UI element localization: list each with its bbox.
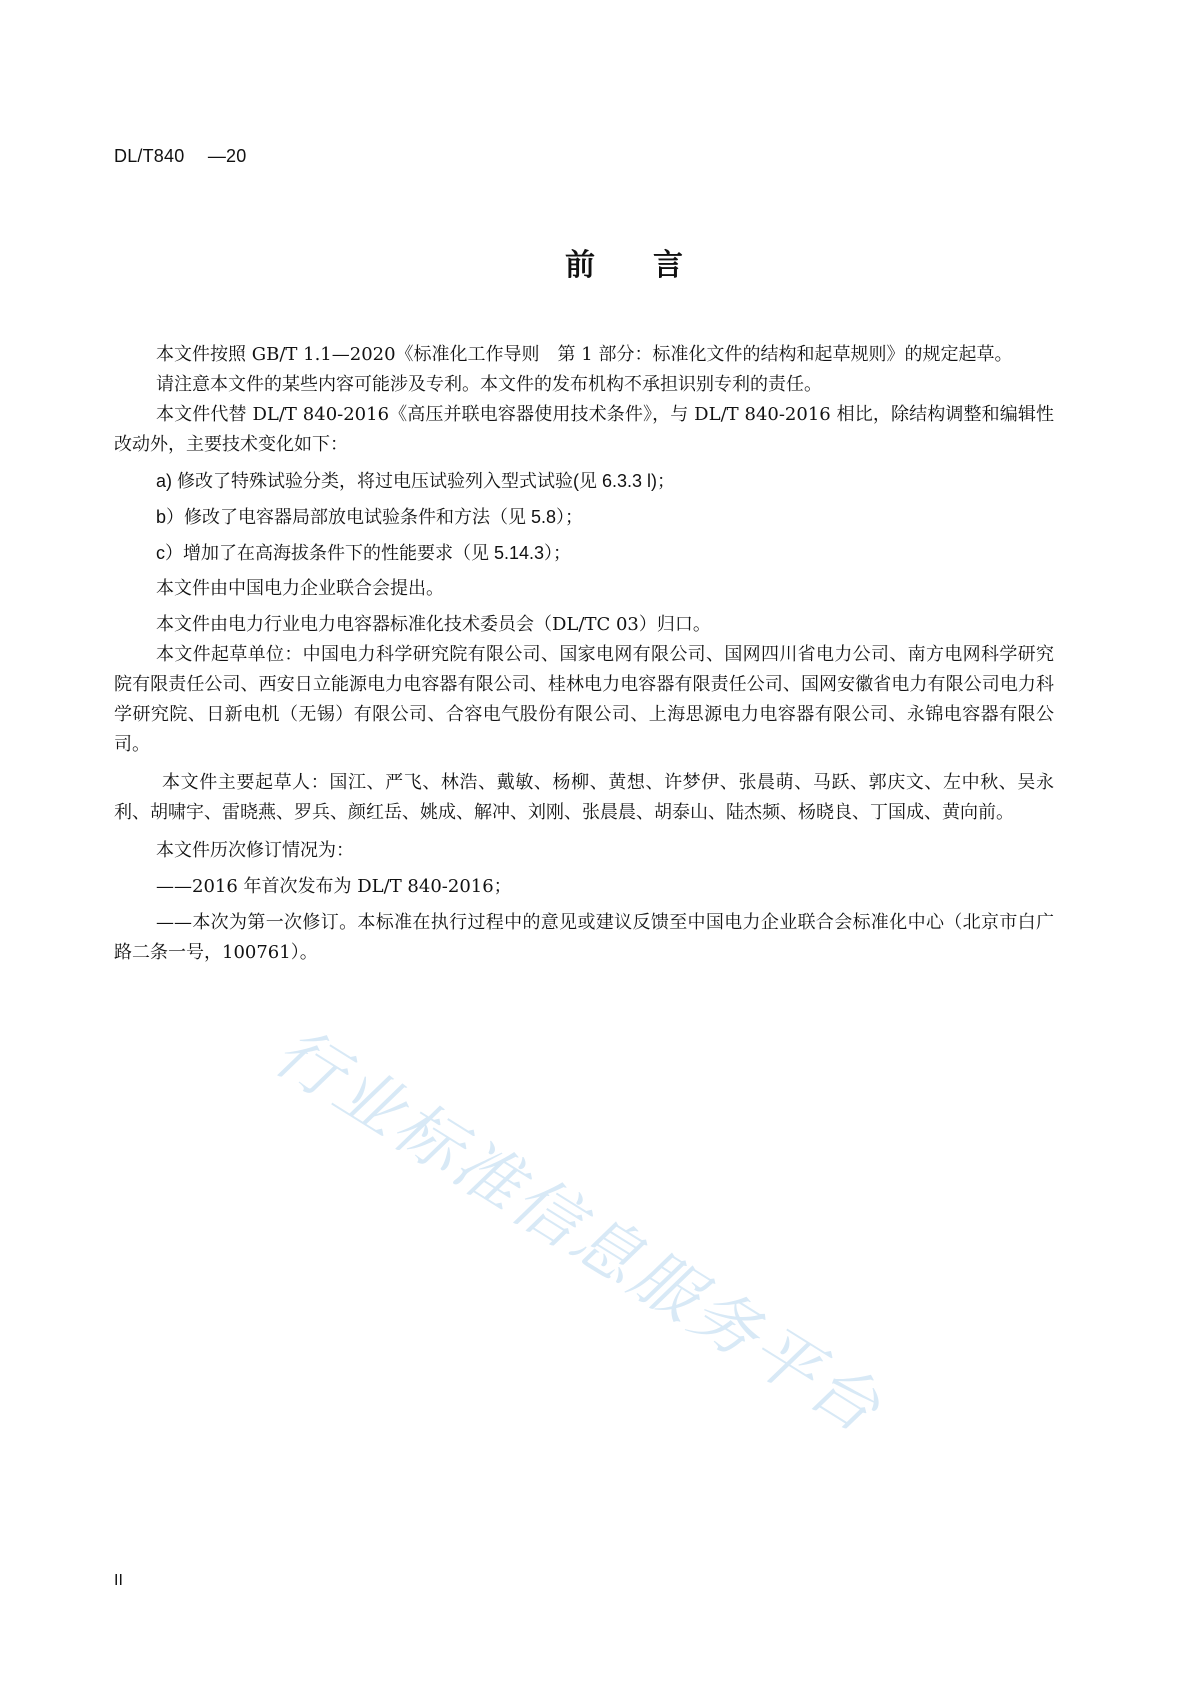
watermark-text: 行业标准信息服务平台 bbox=[261, 1012, 896, 1449]
paragraph-revision-history: 本文件历次修订情况为： bbox=[156, 840, 354, 861]
list-item-change-c: c）增加了在高海拔条件下的性能要求（见 5.14.3）； bbox=[156, 543, 572, 563]
paragraph-drafting-units: 本文件起草单位：中国电力科学研究院有限公司、国家电网有限公司、国网四川省电力公司、南方电网科学研究院有限责任公司、西安日立能源电力电容器有限公司、桂林电力电容器有限责任公司、国网安徽省电力有限公司电力科学研究院、日新电机（无锡）有限公司、合容电气股份有限公司、上海思源电力电容器有限公司、永锦电容器有限公司。 bbox=[114, 644, 1054, 755]
page-number: II bbox=[114, 1572, 123, 1589]
list-item-revision-2016: ——2016 年首次发布为 DL/T 840-2016； bbox=[156, 876, 512, 897]
foreword-body bbox=[114, 340, 1054, 968]
list-item-revision-current: ——本次为第一次修订。本标准在执行过程中的意见或建议反馈至中国电力企业联合会标准化中心（北京市白广路二条一号，100761）。 bbox=[114, 912, 1054, 963]
paragraph-replacement: 本文件代替 DL/T 840-2016《高压并联电容器使用技术条件》，与 DL/T 840-2016 相比，除结构调整和编辑性改动外，主要技术变化如下： bbox=[114, 404, 1054, 455]
paragraph-proposer: 本文件由中国电力企业联合会提出。 bbox=[156, 578, 444, 599]
list-item-change-a: a) 修改了特殊试验分类，将过电压试验列入型式试验(见 6.3.3 l)； bbox=[156, 471, 676, 491]
paragraph-patent-notice: 请注意本文件的某些内容可能涉及专利。本文件的发布机构不承担识别专利的责任。 bbox=[156, 374, 822, 395]
document-code-header: DL/T840 —20 bbox=[114, 146, 247, 166]
paragraph-technical-committee: 本文件由电力行业电力电容器标准化技术委员会（DL/TC 03）归口。 bbox=[156, 614, 711, 635]
page-title: 前言 bbox=[565, 248, 741, 283]
paragraph-drafting-basis: 本文件按照 GB/T 1.1—2020《标准化工作导则 第 1 部分：标准化文件的结构和起草规则》的规定起草。 bbox=[156, 344, 1013, 365]
list-item-change-b: b）修改了电容器局部放电试验条件和方法（见 5.8）； bbox=[156, 507, 584, 527]
paragraph-drafters: 本文件主要起草人：国江、严飞、林浩、戴敏、杨柳、黄想、许梦伊、张晨萌、马跃、郭庆文、左中秋、吴永利、胡啸宇、雷晓燕、罗兵、颜红岳、姚成、解冲、刘刚、张晨晨、胡泰山、陆杰频、杨晓良、丁国成、黄向前。 bbox=[114, 772, 1054, 823]
